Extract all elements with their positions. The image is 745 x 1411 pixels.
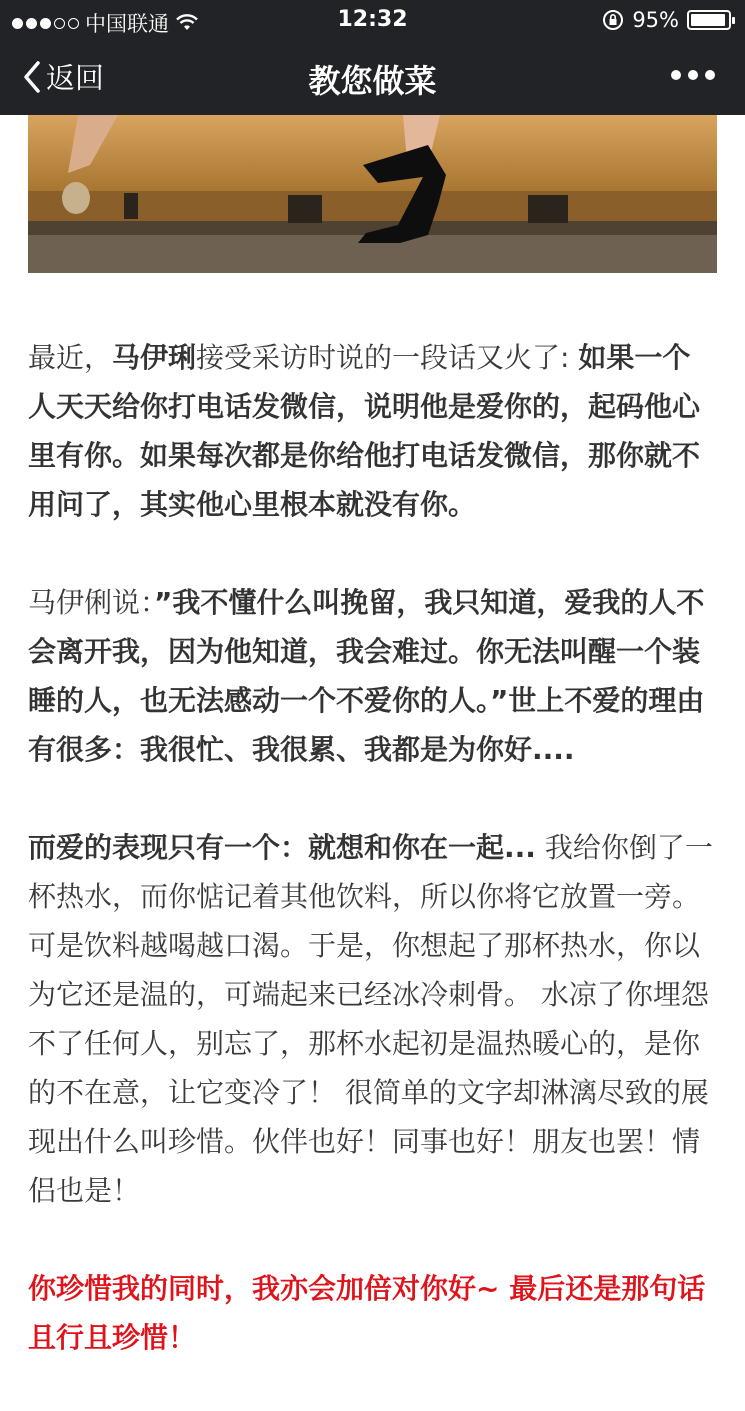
paragraph-4-highlight: 你珍惜我的同时，我亦会加倍对你好~ 最后还是那句话 且行且珍惜！ <box>28 1272 706 1354</box>
text: 我给你倒了一杯热水，而你惦记着其他饮料，所以你将它放置一旁。可是饮料越喝越口渴。于是，你想起了那杯热水，你以为它还是温的，可端起来已经冰冷刺骨。 水凉了你埋怨不了任何人，别忘了，那杯水起初是温热暖心的，是你的不在意，让它变冷了！ 很简单的文字却淋漓尽致的展现出什么叫珍惜。伙伴也好！同事也好！朋友也罢！情侣也是！ <box>28 831 713 1207</box>
status-bar <box>0 0 745 40</box>
app-header <box>0 0 745 115</box>
paragraph-2 <box>28 578 718 774</box>
sofa-photo-illustration <box>28 115 717 273</box>
more-dots-icon[interactable] <box>671 70 715 80</box>
text-bold: 马伊琍 <box>112 341 197 374</box>
text-bold: 如果一个人天天给你打电话发微信，说明他是爱你的，起码他心里有你。如果每次都是你给他打电话发微信，那你就不用问了，其实他心里根本就没有你。 <box>28 341 701 521</box>
text: 马伊俐说： <box>28 586 155 619</box>
battery-percent: 95% <box>632 8 679 32</box>
paragraph-3 <box>28 823 718 1215</box>
article-photo <box>28 115 717 273</box>
article-body <box>28 333 718 1411</box>
text-bold: ”我不懂什么叫挽留，我只知道，爱我的人不会离开我，因为他知道，我会难过。你无法叫醒一个装睡的人，也无法感动一个不爱你的人。”世上不爱的理由有很多：我很忙、我很累、我都是为你好.... <box>28 586 705 766</box>
battery-icon <box>687 10 731 30</box>
paragraph-1 <box>28 333 718 529</box>
carrier-name: 中国联通 <box>85 12 169 36</box>
status-right <box>602 8 731 32</box>
text: 最近， <box>28 341 113 374</box>
page-title: 教您做菜 <box>308 62 437 100</box>
text-bold: 而爱的表现只有一个：就想和你在一起... <box>28 831 536 864</box>
nav-bar <box>0 40 745 115</box>
orientation-lock-icon <box>602 9 624 31</box>
back-label: 返回 <box>46 61 105 95</box>
status-time: 12:32 <box>337 7 408 32</box>
text: 接受采访时说的一段话又火了: <box>196 341 579 374</box>
